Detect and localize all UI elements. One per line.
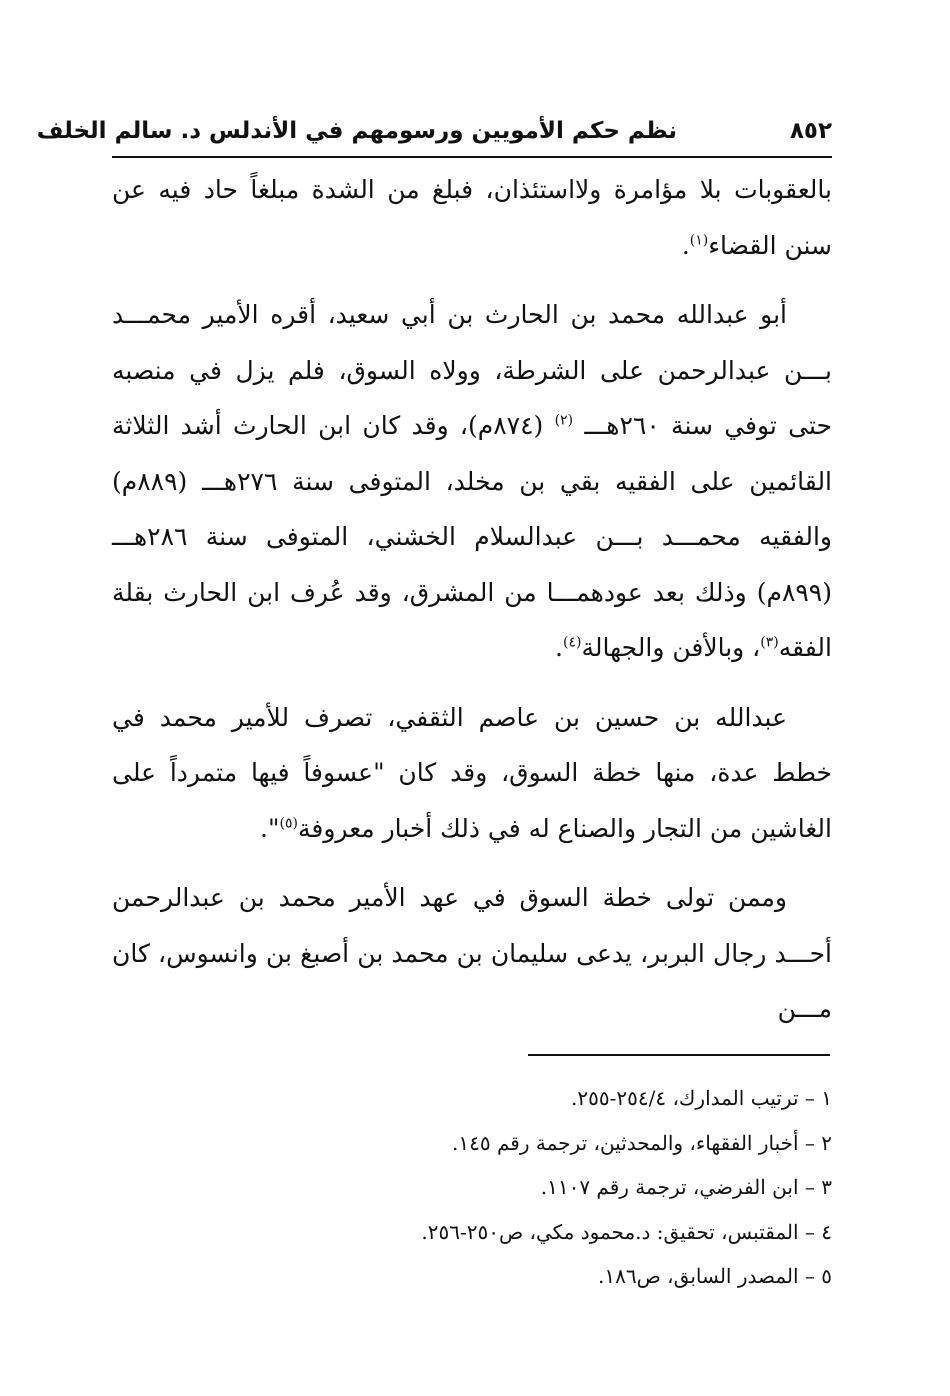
paragraph-3 xyxy=(112,690,832,857)
paragraph-2-text: أبو عبدالله محمد بن الحارث بن أبي سعيد، أقره الأمير محمـــد بـــن عبدالرحمن على الشرطة، وولاه السوق، فلم يزل في منصبه حتى توفي سنة ٢٦٠هـــ xyxy=(112,300,832,440)
footnotes xyxy=(112,1076,832,1299)
body-text xyxy=(112,162,832,1037)
paragraph-2-end: . xyxy=(555,633,563,662)
page-number: ٨٥٢ xyxy=(789,118,832,144)
running-title: نظم حكم الأمويين ورسومهم في الأندلس د. سالم الخلف xyxy=(36,118,677,144)
paragraph-2-text-2: (٨٧٤م)، وقد كان ابن الحارث أشد الثلاثة القائمين على الفقيه بقي بن مخلد، المتوفى سنة ٢٧٦هـــ (٨٨٩م) والفقيه محمـــد بـــن عبدالسلام الخشني، المتوفى سنة ٢٨٦هـــ (٨٩٩م) وذلك بعد عودهمـــا من المشرق، وقد عُرف ابن الحارث بقلة الفقه xyxy=(112,411,833,662)
footnote-1: ١ – ترتيب المدارك، ٢٥٤/٤-٢٥٥. xyxy=(571,1086,832,1110)
paragraph-4-text: وممن تولى خطة السوق في عهد الأمير محمد بن عبدالرحمن أحـــد رجال البربر، يدعى سليمان بن محمد بن أصبغ بن وانسوس، كان مـــن xyxy=(112,883,832,1023)
footnote-separator xyxy=(528,1054,830,1056)
footnote-3: ٣ – ابن الفرضي، ترجمة رقم ١١٠٧. xyxy=(540,1175,832,1199)
footnote-ref-1: (١) xyxy=(689,232,709,249)
header-rule xyxy=(112,156,832,158)
footnote-ref-2: (٢) xyxy=(554,412,574,429)
paragraph-2-text-3: ، وبالأفن والجهالة xyxy=(581,633,761,662)
footnote-5: ٥ – المصدر السابق، ص١٨٦. xyxy=(598,1264,832,1288)
footnote-ref-5: (٥) xyxy=(279,815,298,832)
footnote-4: ٤ – المقتبس، تحقيق: د.محمود مكي، ص٢٥٠-٢٥٦. xyxy=(421,1219,832,1244)
paragraph-1-end: . xyxy=(681,230,690,260)
paragraph-4 xyxy=(112,870,832,1037)
paragraph-1 xyxy=(112,162,832,273)
footnote-ref-4: (٤) xyxy=(563,634,582,651)
paragraph-1-text: بالعقوبات بلا مؤامرة ولااستئذان، فبلغ من الشدة مبلغاً حاد فيه عن سنن القضاء xyxy=(112,175,832,260)
running-header xyxy=(36,114,832,158)
footnote-2: ٢ – أخبار الفقهاء، والمحدثين، ترجمة رقم ١٤٥. xyxy=(452,1130,832,1155)
paragraph-2 xyxy=(112,287,832,676)
footnote-ref-3: (٣) xyxy=(760,634,779,651)
paragraph-3-text: عبدالله بن حسين بن عاصم الثقفي، تصرف للأمير محمد في خطط عدة، منها خطة السوق، وقد كان "عسوفاً فيها متمرداً على الغاشين من التجار والصناع له في ذلك أخبار معروفة xyxy=(112,702,832,843)
paragraph-3-end: ". xyxy=(260,813,280,843)
